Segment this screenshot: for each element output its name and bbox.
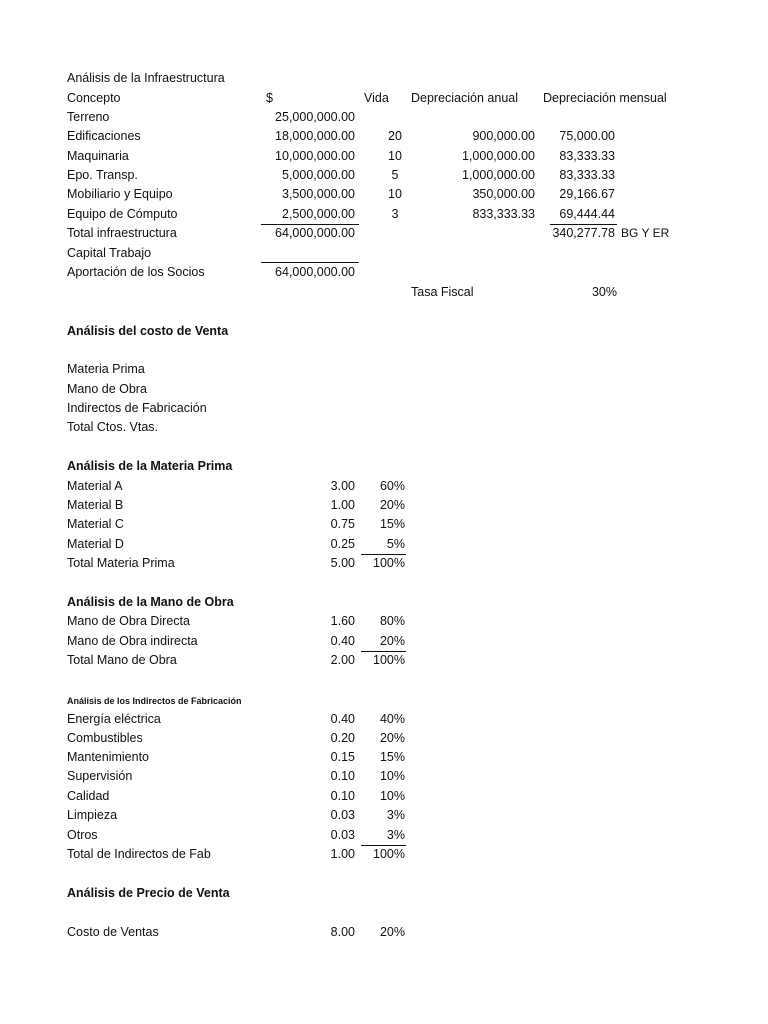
indirectos-title: Análisis de los Indirectos de Fabricación <box>67 696 242 706</box>
indirectos-row-label: Calidad <box>67 789 110 803</box>
header-depreciacion-anual: Depreciación anual <box>411 91 519 105</box>
materia-row-pct: 60% <box>379 479 405 493</box>
materia-row-label: Material C <box>67 517 124 531</box>
tasa-fiscal-label: Tasa Fiscal <box>411 285 474 299</box>
costo-ventas-value: 8.00 <box>330 925 355 939</box>
indirectos-total-value: 1.00 <box>330 847 355 861</box>
indirectos-row-pct: 10% <box>379 789 405 803</box>
row-annual: 833,333.33 <box>472 207 535 221</box>
indirectos-row-pct: 3% <box>386 808 405 822</box>
total-depreciacion-mensual: 340,277.78 <box>552 226 615 240</box>
indirectos-row-label: Supervisión <box>67 769 133 783</box>
row-monthly: 69,444.44 <box>559 207 615 221</box>
row-amount: 25,000,000.00 <box>275 110 355 124</box>
indirectos-row-value: 0.20 <box>330 731 355 745</box>
materia-row-value: 1.00 <box>330 498 355 512</box>
indirectos-row-pct: 15% <box>379 750 405 764</box>
indirectos-row-pct: 10% <box>379 769 405 783</box>
indirectos-row-pct: 3% <box>386 828 405 842</box>
materia-row-value: 0.25 <box>330 537 355 551</box>
mano-row-value: 0.40 <box>330 634 355 648</box>
row-label: Maquinaria <box>67 149 129 163</box>
materia-row-pct: 20% <box>379 498 405 512</box>
row-amount: 10,000,000.00 <box>275 149 355 163</box>
materia-prima-title: Análisis de la Materia Prima <box>67 459 233 473</box>
header-vida: Vida <box>364 91 389 105</box>
materia-row-value: 0.75 <box>330 517 355 531</box>
aportacion-amount: 64,000,000.00 <box>275 265 355 279</box>
costo-venta-item: Mano de Obra <box>67 382 147 396</box>
row-vida: 10 <box>388 187 402 201</box>
row-annual: 350,000.00 <box>472 187 535 201</box>
materia-row-value: 3.00 <box>330 479 355 493</box>
costo-venta-item: Total Ctos. Vtas. <box>67 420 159 434</box>
infrastructure-title: Análisis de la Infraestructura <box>67 71 225 85</box>
mano-row-pct: 20% <box>379 634 405 648</box>
mano-row-value: 1.60 <box>330 614 355 628</box>
row-vida: 5 <box>391 168 399 182</box>
header-concepto: Concepto <box>67 91 121 105</box>
indirectos-row-value: 0.10 <box>330 789 355 803</box>
materia-row-label: Material B <box>67 498 124 512</box>
costo-venta-item: Materia Prima <box>67 362 145 376</box>
row-annual: 1,000,000.00 <box>462 149 535 163</box>
indirectos-row-label: Energía eléctrica <box>67 712 161 726</box>
mano-row-label: Mano de Obra Directa <box>67 614 190 628</box>
row-annual: 900,000.00 <box>472 129 535 143</box>
mano-total-label: Total Mano de Obra <box>67 653 177 667</box>
aportacion-label: Aportación de los Socios <box>67 265 205 279</box>
indirectos-row-value: 0.03 <box>330 808 355 822</box>
tasa-fiscal-value: 30% <box>591 285 617 299</box>
capital-trabajo-label: Capital Trabajo <box>67 246 152 260</box>
row-vida: 20 <box>388 129 402 143</box>
indirectos-row-label: Otros <box>67 828 98 842</box>
indirectos-row-value: 0.03 <box>330 828 355 842</box>
materia-row-label: Material A <box>67 479 123 493</box>
row-annual: 1,000,000.00 <box>462 168 535 182</box>
indirectos-row-label: Mantenimiento <box>67 750 149 764</box>
indirectos-row-label: Limpieza <box>67 808 118 822</box>
row-amount: 5,000,000.00 <box>282 168 355 182</box>
materia-row-pct: 5% <box>386 537 405 551</box>
indirectos-row-value: 0.40 <box>330 712 355 726</box>
header-depreciacion-mensual: Depreciación mensual <box>543 91 667 105</box>
mano-obra-title: Análisis de la Mano de Obra <box>67 595 234 609</box>
row-monthly: 29,166.67 <box>559 187 615 201</box>
row-label: Epo. Transp. <box>67 168 138 182</box>
indirectos-total-pct: 100% <box>373 847 405 861</box>
row-vida: 3 <box>391 207 399 221</box>
total-infraestructura-label: Total infraestructura <box>67 226 177 240</box>
row-amount: 2,500,000.00 <box>282 207 355 221</box>
costo-ventas-pct: 20% <box>379 925 405 939</box>
row-amount: 3,500,000.00 <box>282 187 355 201</box>
mano-row-pct: 80% <box>379 614 405 628</box>
row-monthly: 83,333.33 <box>559 168 615 182</box>
indirectos-row-pct: 20% <box>379 731 405 745</box>
precio-venta-title: Análisis de Precio de Venta <box>67 886 230 900</box>
indirectos-row-value: 0.10 <box>330 769 355 783</box>
materia-row-pct: 15% <box>379 517 405 531</box>
header-amount: $ <box>266 91 273 105</box>
total-infraestructura-amount: 64,000,000.00 <box>275 226 355 240</box>
mano-total-pct: 100% <box>373 653 405 667</box>
indirectos-row-pct: 40% <box>379 712 405 726</box>
row-label: Mobiliario y Equipo <box>67 187 173 201</box>
row-vida: 10 <box>388 149 402 163</box>
indirectos-total-label: Total de Indirectos de Fab <box>67 847 211 861</box>
materia-total-label: Total Materia Prima <box>67 556 175 570</box>
mano-total-value: 2.00 <box>330 653 355 667</box>
row-amount: 18,000,000.00 <box>275 129 355 143</box>
materia-total-value: 5.00 <box>330 556 355 570</box>
row-monthly: 83,333.33 <box>559 149 615 163</box>
row-monthly: 75,000.00 <box>559 129 615 143</box>
row-label: Edificaciones <box>67 129 141 143</box>
indirectos-row-label: Combustibles <box>67 731 143 745</box>
costo-ventas-label: Costo de Ventas <box>67 925 159 939</box>
costo-venta-title: Análisis del costo de Venta <box>67 324 229 338</box>
costo-venta-item: Indirectos de Fabricación <box>67 401 207 415</box>
materia-total-pct: 100% <box>373 556 405 570</box>
total-note: BG Y ER <box>621 226 670 240</box>
materia-row-label: Material D <box>67 537 124 551</box>
mano-row-label: Mano de Obra indirecta <box>67 634 198 648</box>
row-label: Equipo de Cómputo <box>67 207 178 221</box>
row-label: Terreno <box>67 110 110 124</box>
indirectos-row-value: 0.15 <box>330 750 355 764</box>
